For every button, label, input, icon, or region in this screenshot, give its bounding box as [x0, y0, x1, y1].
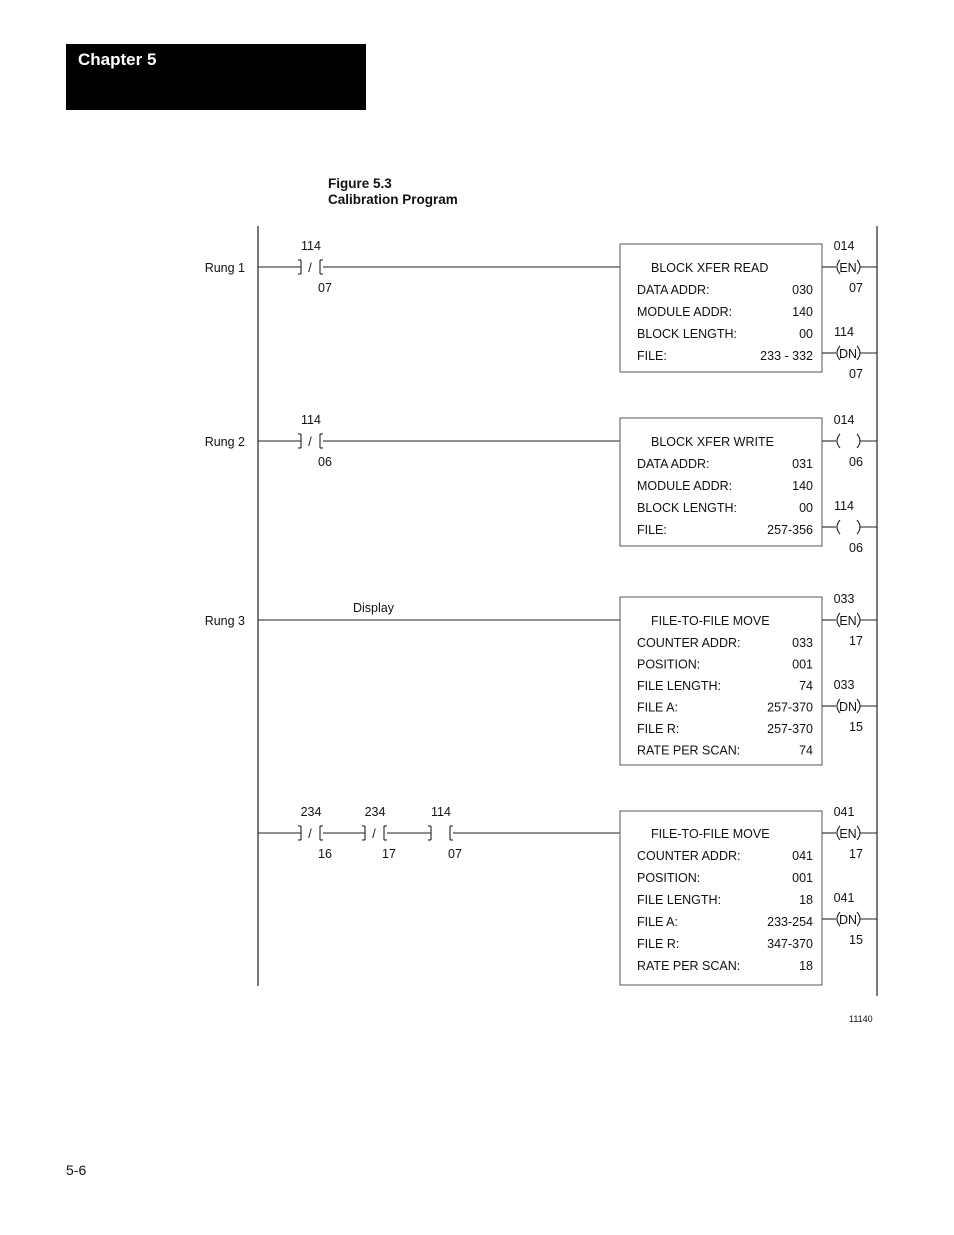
block-field-label: FILE A: [637, 700, 678, 715]
block-field-value: 140 [792, 479, 813, 493]
block-field-value: 001 [792, 657, 813, 672]
instruction-block [620, 597, 822, 765]
contact-address: 114 [431, 805, 451, 819]
block-field-value: 00 [799, 327, 813, 341]
instruction-block [620, 244, 822, 372]
contact-slash: / [308, 827, 312, 841]
block-field-label: RATE PER SCAN: [637, 743, 741, 758]
coil-address: 114 [834, 499, 854, 513]
coil-label: DN [838, 700, 858, 714]
block-field-label: FILE A: [637, 915, 678, 929]
contact-bit: 06 [318, 455, 332, 469]
figure-id: 11140 [849, 1014, 873, 1024]
enable-coil [822, 239, 877, 295]
block-field-label: BLOCK LENGTH: [637, 327, 738, 341]
block-title: BLOCK XFER WRITE [651, 435, 774, 449]
block-field-label: POSITION: [637, 871, 701, 885]
block-field-label: MODULE ADDR: [637, 479, 733, 493]
coil-label: EN [839, 614, 857, 628]
contact-address: 114 [301, 413, 321, 427]
done-coil [822, 891, 877, 947]
coil-label: DN [838, 347, 858, 361]
block-field-label: BLOCK LENGTH: [637, 501, 738, 515]
block-field-label: FILE: [637, 349, 667, 363]
block-field-label: RATE PER SCAN: [637, 959, 741, 973]
coil-address: 014 [833, 413, 855, 427]
rung [205, 592, 877, 765]
coil-address: 014 [833, 239, 855, 253]
coil-bit: 06 [849, 541, 863, 555]
rung-label: Rung 3 [204, 614, 245, 628]
block-field-label: COUNTER ADDR: [637, 636, 741, 650]
rung [205, 239, 877, 381]
output-coil [822, 499, 877, 555]
contact-slash: / [308, 261, 312, 275]
coil-bit: 07 [849, 281, 863, 295]
coil-address: 033 [833, 592, 855, 606]
enable-coil [822, 805, 877, 861]
block-field-value: 257-370 [767, 722, 813, 736]
enable-coil [822, 592, 877, 648]
block-title: BLOCK XFER READ [651, 261, 769, 275]
block-title: FILE-TO-FILE MOVE [651, 827, 770, 841]
contact-address: 234 [300, 805, 322, 819]
block-field-label: FILE LENGTH: [637, 893, 722, 907]
block-field-label: POSITION: [637, 657, 701, 672]
block-field-label: FILE R: [637, 937, 680, 951]
block-field-value: 257-356 [767, 523, 813, 537]
block-field-value: 033 [792, 636, 813, 650]
coil-label: DN [838, 913, 858, 927]
block-field-value: 001 [792, 871, 813, 885]
rung-annotation: Display [353, 601, 394, 615]
block-field-value: 233-254 [767, 915, 813, 929]
coil-address: 041 [833, 805, 855, 819]
block-field-value: 18 [799, 893, 813, 907]
done-coil [822, 678, 877, 734]
contact-slash: / [308, 435, 312, 449]
contact-bit: 07 [448, 847, 462, 861]
coil-bit: 17 [849, 634, 863, 648]
page-number: 5-6 [66, 1162, 87, 1178]
output-coil [822, 413, 877, 469]
rung [258, 805, 877, 985]
contact-bit: 17 [382, 847, 396, 861]
contact-slash: / [372, 827, 376, 841]
block-field-label: FILE LENGTH: [637, 679, 722, 693]
contact-bit: 07 [318, 281, 332, 295]
instruction-block [620, 418, 822, 546]
coil-bit: 15 [849, 933, 863, 947]
figure-number: Figure 5.3 [328, 176, 392, 191]
block-field-value: 347-370 [767, 937, 813, 951]
contact-address: 234 [364, 805, 386, 819]
contact-address: 114 [301, 239, 321, 253]
rung [205, 413, 877, 555]
rung-label: Rung 2 [204, 435, 245, 449]
rung-label: Rung 1 [204, 261, 245, 275]
coil-address: 041 [833, 891, 855, 905]
block-field-label: MODULE ADDR: [637, 305, 733, 319]
block-field-value: 041 [792, 849, 813, 863]
coil-bit: 06 [849, 455, 863, 469]
block-field-label: DATA ADDR: [637, 457, 710, 471]
block-field-value: 140 [792, 305, 813, 319]
block-field-label: FILE R: [637, 722, 680, 736]
coil-bit: 15 [849, 720, 863, 734]
block-title: FILE-TO-FILE MOVE [651, 614, 770, 628]
coil-label: EN [839, 827, 857, 841]
block-field-label: FILE: [637, 523, 667, 537]
block-field-value: 74 [799, 743, 813, 758]
coil-address: 114 [834, 325, 854, 339]
block-field-value: 233 - 332 [760, 349, 813, 363]
done-coil [822, 325, 877, 381]
contact-bit: 16 [318, 847, 332, 861]
coil-bit: 07 [849, 367, 863, 381]
block-field-label: DATA ADDR: [637, 283, 710, 297]
chapter-label: Chapter 5 [78, 50, 157, 69]
instruction-block [620, 811, 822, 985]
block-field-value: 030 [792, 283, 813, 297]
figure-title: Calibration Program [328, 192, 458, 207]
coil-label: EN [839, 261, 857, 275]
block-field-value: 031 [792, 457, 813, 471]
block-field-value: 00 [799, 501, 813, 515]
coil-address: 033 [833, 678, 855, 692]
block-field-value: 74 [799, 679, 813, 693]
block-field-value: 18 [799, 959, 813, 973]
block-field-label: COUNTER ADDR: [637, 849, 741, 863]
coil-bit: 17 [849, 847, 863, 861]
block-field-value: 257-370 [767, 700, 813, 715]
